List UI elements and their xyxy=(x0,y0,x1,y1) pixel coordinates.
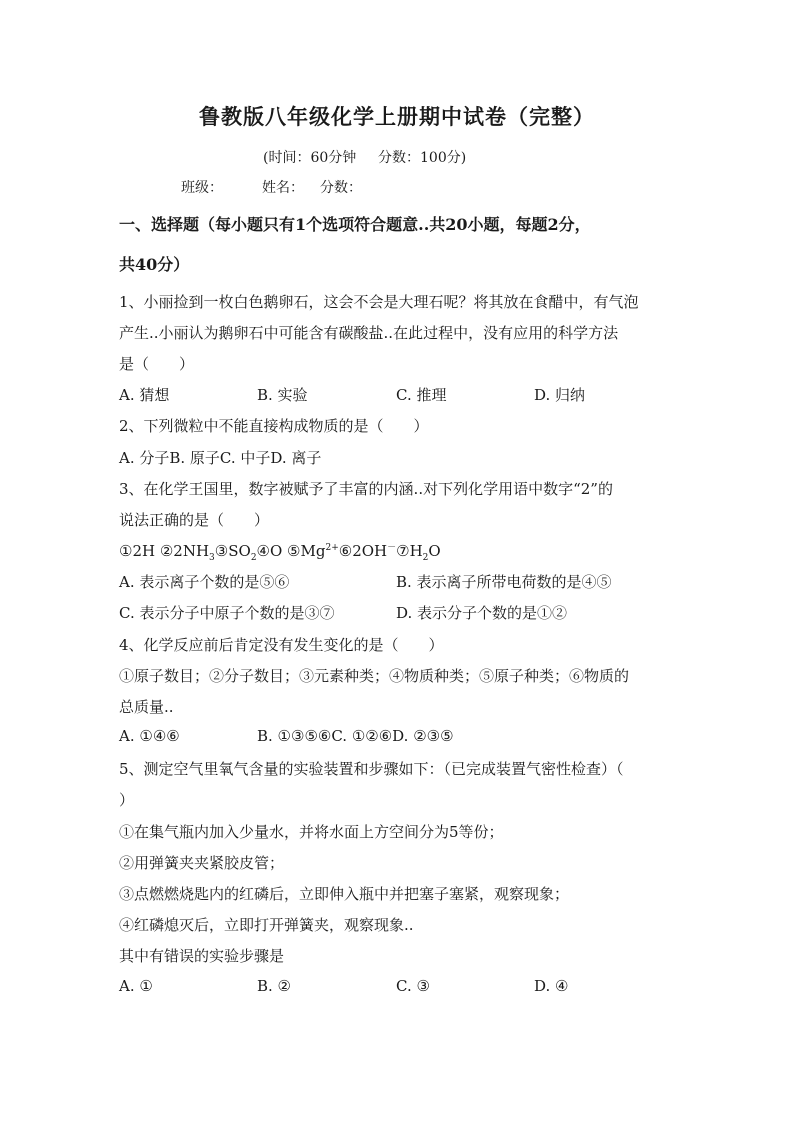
q5-step-4: ④红磷熄灭后，立即打开弹簧夹，观察现象.. xyxy=(119,916,414,934)
q1-stem-line2: 产生..小丽认为鹅卵石中可能含有碳酸盐..在此过程中，没有应用的科学方法 xyxy=(119,324,619,342)
q3-formula-sub: 3 xyxy=(209,553,215,563)
q1-option-a: A. 猜想 xyxy=(119,386,170,404)
q2-stem: 2、下列微粒中不能直接构成物质的是（ ） xyxy=(119,417,429,435)
q5-option-b: B. ② xyxy=(257,977,292,995)
q3-formula-part: O xyxy=(428,542,441,560)
name-label: 姓名： xyxy=(262,180,304,196)
q3-formula-sup: 2+ xyxy=(325,543,339,553)
q1-stem-line3: 是（ ） xyxy=(119,355,195,373)
q5-option-a: A. ① xyxy=(119,977,153,995)
q5-option-c: C. ③ xyxy=(396,977,430,995)
q3-formula-part: ③SO xyxy=(214,542,251,560)
q4-options-bcd: B. ①③⑤⑥C. ①②⑥D. ②③⑤ xyxy=(257,727,454,745)
q3-option-a: A. 表示离子个数的是⑤⑥ xyxy=(119,573,290,591)
q4-option-a: A. ①④⑥ xyxy=(119,727,180,745)
exam-title: 鲁教版八年级化学上册期中试卷（完整） xyxy=(199,104,595,129)
q3-formula-list xyxy=(119,540,441,563)
q3-stem-line1: 3、在化学王国里，数字被赋予了丰富的内涵..对下列化学用语中数字“2”的 xyxy=(119,480,613,498)
q3-formula-part: ④O ⑤Mg xyxy=(256,542,326,560)
class-label: 班级： xyxy=(181,180,223,196)
q3-option-d: D. 表示分子个数的是①② xyxy=(396,604,568,622)
q1-option-d: D. 归纳 xyxy=(534,386,586,404)
q3-formula-sub: 2 xyxy=(422,553,429,563)
q5-option-d: D. ④ xyxy=(534,977,569,995)
q5-step-2: ②用弹簧夹夹紧胶皮管； xyxy=(119,854,285,872)
q3-formula-part: ⑥2OH xyxy=(338,542,388,560)
q2-options: A. 分子B. 原子C. 中子D. 离子 xyxy=(119,449,322,467)
q3-option-c: C. 表示分子中原子个数的是③⑦ xyxy=(119,604,335,622)
q4-list-line1: ①原子数目；②分子数目；③元素种类；④物质种类；⑤原子种类；⑥物质的 xyxy=(119,667,630,685)
score-label: 分数： xyxy=(320,180,362,196)
q3-formula-part: ⑦H xyxy=(396,542,423,560)
q3-formula-sup: － xyxy=(387,543,397,553)
q1-stem-line1: 1、小丽捡到一枚白色鹅卵石，这会不会是大理石呢？将其放在食醋中，有气泡 xyxy=(119,293,639,311)
q5-question: 其中有错误的实验步骤是 xyxy=(119,947,285,965)
q4-stem: 4、化学反应前后肯定没有发生变化的是（ ） xyxy=(119,636,444,654)
q1-option-c: C. 推理 xyxy=(396,386,447,404)
q5-step-1: ①在集气瓶内加入少量水，并将水面上方空间分为5等份； xyxy=(119,823,504,841)
q3-formula-sub: 2 xyxy=(250,553,257,563)
section-heading-line2: 共40分） xyxy=(119,255,190,274)
q5-stem-line1: 5、测定空气里氧气含量的实验装置和步骤如下：（已完成装置气密性检查）（ xyxy=(119,760,624,778)
q3-formula-part: ①2H ②2NH xyxy=(119,542,210,560)
section-heading-line1: 一、选择题（每小题只有1个选项符合题意..共20小题，每题2分， xyxy=(119,215,591,234)
q3-stem-line2: 说法正确的是（ ） xyxy=(119,511,270,529)
q4-list-line2: 总质量.. xyxy=(119,698,174,716)
exam-time: (时间：60分钟 xyxy=(263,150,357,166)
q3-option-b: B. 表示离子所带电荷数的是④⑤ xyxy=(396,573,612,591)
q5-stem-line2: ） xyxy=(119,791,135,809)
exam-total-score: 分数：100分) xyxy=(378,150,467,166)
q5-step-3: ③点燃燃烧匙内的红磷后，立即伸入瓶中并把塞子塞紧，观察现象； xyxy=(119,885,570,903)
q1-option-b: B. 实验 xyxy=(257,386,308,404)
